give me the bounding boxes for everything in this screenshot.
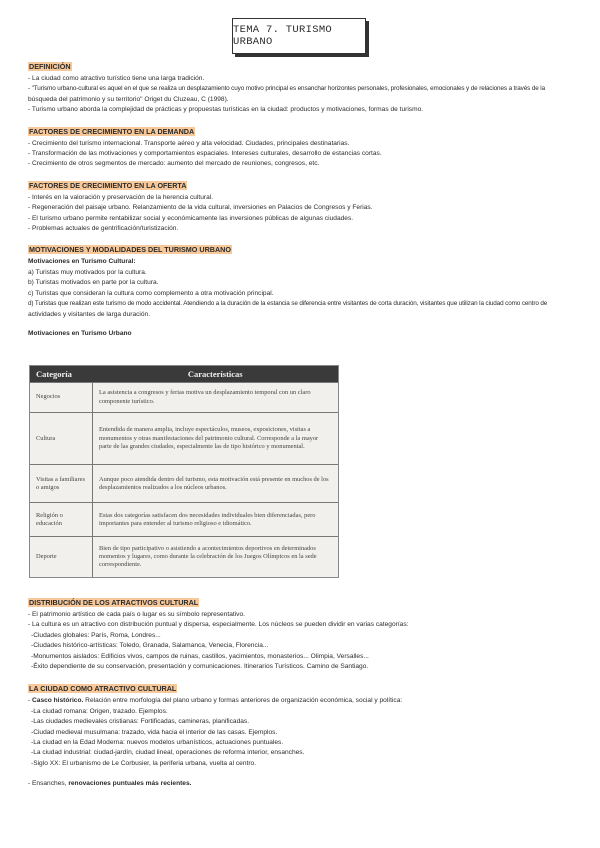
text-line: - Crecimiento de otros segmentos de mercado: aumento del mercado de reuniones, congresos, etc. [28, 160, 320, 168]
table-row [30, 383, 338, 413]
table-row [30, 413, 338, 465]
renovaciones-text: renovaciones puntuales más recientes. [68, 780, 192, 788]
text-line: -La ciudad industrial: ciudad-jardín, ciudad lineal, operaciones de reforma interior, ensanches. [31, 749, 305, 757]
text-line: -La ciudad romana: Origen, trazado. Ejemplos. [31, 707, 168, 715]
table-cell-description: La asistencia a congresos y ferias motiva un desplazamiento temporal con un claro componente turístico. [93, 383, 339, 413]
text-line: d) Turistas que realizan este turismo de modo accidental. Atendiendo a la duración de la estancia se diferencia entre visitantes de corta duración, visitantes que utilizan la ciudad como centro de [28, 300, 548, 308]
section-definicion [28, 56, 584, 116]
heading-oferta: FACTORES DE CRECIMIENTO EN LA OFERTA [29, 180, 187, 190]
text-line: - Crecimiento del turismo internacional. Transporte aéreo y alta velocidad. Ciudades, principales destinatarias. [28, 139, 350, 147]
text-line: b) Turistas motivados en parte por la cultura. [28, 279, 159, 287]
page-title: TEMA 7. TURISMO URBANO [232, 18, 366, 54]
section-ciudad [28, 678, 584, 789]
heading-definicion: DEFINICIÓN [29, 62, 71, 71]
text-line: - Turismo urbano aborda la complejidad de prácticas y propuestas turísticas en la ciudad: productos y motivaciones, formas de turismo. [28, 106, 424, 114]
text-line: - Casco histórico. Relación entre morfología del plano urbano y formas anteriores de organización económica, social y política: [28, 697, 403, 705]
text-line: -Las ciudades medievales cristianas: Fortificadas, camineras, planificadas. [31, 718, 250, 726]
text-line: - La cultura es un atractivo con distribución puntual y dispersa, especialmente. Los núcleos se pueden dividir en varias categorías: [28, 621, 409, 629]
table-cell-description: Bien de tipo participativo o asistiendo a acontecimientos deportivos en determinados momentos y lugares, como durante la celebración de los Juegos Olímpicos en la sede correspondiente. [93, 537, 339, 577]
text-line: -La ciudad en la Edad Moderna: nuevos modelos urbanísticos, actuaciones puntuales. [31, 739, 284, 747]
text-line: - Problemas actuales de gentrificación/turistización. [28, 225, 179, 233]
table-row [30, 537, 338, 577]
text-line: -Éxito dependiente de su conservación, presentación y comunicaciones. Itinerarios Turísticos. Camino de Santiago. [31, 663, 369, 671]
table-cell-category: Cultura [30, 413, 93, 465]
text-line: -Ciudades globales: París, Roma, Londres... [31, 631, 161, 639]
table-cell-description: Entendida de manera amplia, incluye espectáculos, museos, exposiciones, visitas a monumentos y otras manifestaciones del patrimonio cultural. Corresponde a la mayor parte de las grandes ciudades, especialmente las de tipo histórico y monumental. [93, 413, 339, 465]
document-body [28, 56, 584, 339]
heading-distribucion: DISTRIBUCIÓN DE LOS ATRACTIVOS CULTURAL [29, 598, 199, 607]
table-title: Motivaciones en Turismo Urbano [28, 329, 132, 337]
text-line: - Regeneración del paisaje urbano. Relanzamiento de la vida cultural, inversiones en Palacios de Congresos y Ferias. [28, 204, 373, 212]
section-oferta [28, 175, 584, 235]
text-line: - El patrimonio artístico de cada país o lugar es su símbolo representativo. [28, 611, 245, 618]
casco-historico-label: Casco histórico. [32, 697, 84, 705]
heading-demanda: FACTORES DE CRECIMIENTO EN LA DEMANDA [29, 126, 195, 136]
table-cell-category: Visitas a familiares o amigos [30, 465, 93, 503]
subheading-turismo-cultural: Motivaciones en Turismo Cultural: [28, 258, 136, 266]
text-line: - Interés en la valoración y preservación de la herencia cultural. [28, 193, 214, 201]
table-header-categoria: Categoría [30, 366, 93, 383]
text-line: c) Turistas que consideran la cultura como complemento a otra motivación principal. [28, 289, 274, 297]
heading-motivaciones: MOTIVACIONES Y MODALIDADES DEL TURISMO URBANO [29, 245, 231, 255]
text-line [28, 779, 584, 789]
text-line: - La ciudad como atractivo turístico tiene una larga tradición. [28, 75, 205, 82]
text-line: -Monumentos aislados: Edificios vivos, campos de ruinas, castillos, yacimientos, monasterios... Olimpia, Versalles... [31, 652, 369, 660]
table-row [30, 465, 338, 503]
document-body-lower [28, 592, 584, 790]
table-cell-category: Deporte [30, 537, 93, 577]
motivations-table [29, 365, 339, 578]
text-line: -Ciudades histórico-artísticas: Toledo, Granada, Salamanca, Venecia, Florencia... [31, 642, 269, 650]
text-line: búsqueda del patrimonio y su territorio" Origet du Cluzeau, C (1998). [28, 95, 229, 103]
ensanches-text: - Ensanches, [28, 780, 69, 788]
table-cell-description: Estas dos categorías satisfacen dos necesidades individuales bien diferenciadas, pero importantes para entender al turismo religioso e idiomático. [93, 503, 339, 537]
text-line: - El turismo urbano permite rentabilizar social y económicamente las inversiones públicas de algunas ciudades. [28, 214, 354, 222]
table-cell-category: Negocios [30, 383, 93, 413]
section-demanda [28, 121, 584, 170]
text-line: -Siglo XX: El urbanismo de Le Corbusier, la periferia urbana, vuelta al centro. [31, 759, 257, 767]
table-header-caracteristicas: Características [93, 366, 339, 383]
text-line: - "Turismo urbano-cultural es aquel en el que se realiza un desplazamiento cuyo motivo principal es ensanchar horizontes personales, profesionales, emocionales y de relaciones a través de la [28, 85, 545, 93]
text-line: -Ciudad medieval musulmana: trazado, vida hacia el interior de las casas. Ejemplos. [31, 728, 278, 736]
text-line: a) Turistas muy motivados por la cultura. [28, 268, 147, 276]
table-cell-description: Aunque poco atendida dentro del turismo, esta motivación está presente en muchos de los desplazamientos realizados a los núcleos urbanos. [93, 465, 339, 503]
table-cell-category: Religión o educación [30, 503, 93, 537]
section-motivaciones [28, 239, 584, 339]
casco-historico-text: Relación entre morfología del plano urbano y formas anteriores de organización económica, social y política: [83, 697, 403, 705]
section-distribucion [28, 592, 584, 672]
heading-ciudad: LA CIUDAD COMO ATRACTIVO CULTURAL [29, 684, 177, 694]
text-line: actividades y visitantes de larga duración. [28, 310, 151, 318]
table-row [30, 503, 338, 537]
text-line: - Transformación de las motivaciones y comportamientos espaciales. Intereses culturales, desarrollo de estancias cortas. [28, 150, 382, 158]
